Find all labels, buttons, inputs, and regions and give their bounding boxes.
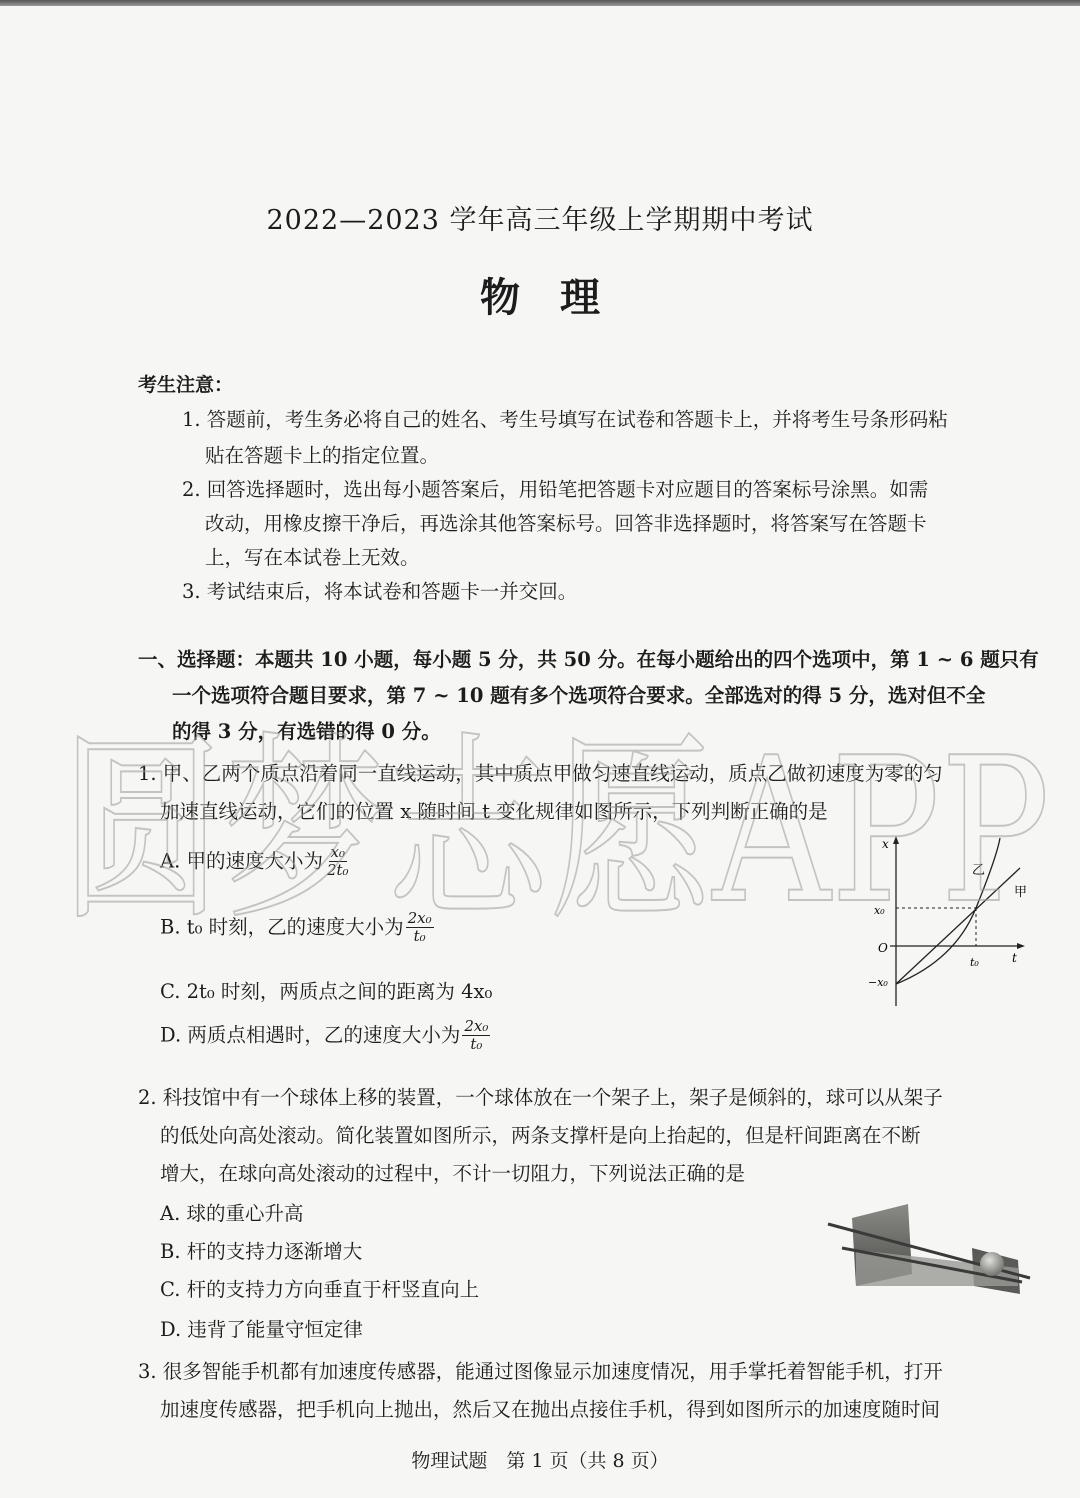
fraction [406, 910, 434, 946]
q1-option-b-text: B. t₀ 时刻，乙的速度大小为 [160, 915, 404, 939]
fraction [462, 1018, 490, 1054]
curve-yi-label: 乙 [972, 863, 986, 878]
x-axis-arrow [1017, 943, 1025, 949]
fraction [325, 844, 351, 880]
curve-yi [896, 838, 1000, 984]
exam-title: 2022—2023 学年高三年级上学期期中考试 [266, 205, 814, 236]
neg-x0-label: −x₀ [868, 976, 888, 989]
notice-line: 改动，用橡皮擦干净后，再选涂其他答案标号。回答非选择题时，将答案写在答题卡 [205, 512, 927, 535]
q1-option-d-text: D. 两质点相遇时，乙的速度大小为 [160, 1023, 461, 1047]
notice-line: 贴在答题卡上的指定位置。 [205, 444, 440, 467]
numerator: 2x₀ [407, 909, 432, 927]
notice-heading: 考生注意： [138, 374, 234, 396]
notice-line: 上，写在本试卷上无效。 [205, 546, 420, 569]
question-3-stem: 加速度传感器，把手机向上抛出，然后又在抛出点接住手机，得到如图所示的加速度随时间 [160, 1398, 941, 1421]
q2-ball-apparatus-image [822, 1190, 1036, 1294]
question-3-stem: 3. 很多智能手机都有加速度传感器，能通过图像显示加速度情况，用手掌托着智能手机，打开 [138, 1360, 943, 1383]
q1-position-time-graph [860, 830, 1040, 1010]
notice-line: 2. 回答选择题时，选出每小题答案后，用铅笔把答题卡对应题目的答案标号涂黑。如需 [182, 478, 929, 501]
question-2-stem: 的低处向高处滚动。简化装置如图所示，两条支撑杆是向上抬起的，但是杆间距离在不断 [160, 1124, 921, 1147]
q1-option-c: C. 2t₀ 时刻，两质点之间的距离为 4x₀ [160, 980, 493, 1003]
section-heading: 一、选择题：本题共 10 小题，每小题 5 分，共 50 分。在每小题给出的四个选项中，第 1 ~ 6 题只有 [138, 648, 1039, 671]
y-axis-label: x [882, 837, 889, 851]
denominator: t₀ [413, 927, 426, 946]
page-footer: 物理试题 第 1 页（共 8 页） [411, 1450, 669, 1472]
q1-option-b [160, 910, 434, 946]
notice-line: 1. 答题前，考生务必将自己的姓名、考生号填写在试卷和答题卡上，并将考生号条形码粘 [182, 408, 948, 431]
origin-label: O [878, 941, 888, 955]
numerator: 2x₀ [464, 1017, 489, 1035]
q1-option-a-text: A. 甲的速度大小为 [160, 849, 323, 873]
question-1-stem: 1. 甲、乙两个质点沿着同一直线运动，其中质点甲做匀速直线运动，质点乙做初速度为零的匀 [138, 762, 943, 785]
notice-line: 3. 考试结束后，将本试卷和答题卡一并交回。 [182, 580, 578, 603]
scan-top-edge [0, 0, 1080, 6]
q2-option-b: B. 杆的支持力逐渐增大 [160, 1240, 363, 1263]
question-2-stem: 2. 科技馆中有一个球体上移的装置，一个球体放在一个架子上，架子是倾斜的，球可以从架子 [138, 1086, 943, 1109]
x0-label: x₀ [874, 904, 885, 917]
q2-option-a: A. 球的重心升高 [160, 1202, 304, 1225]
denominator: 2t₀ [326, 861, 349, 880]
line-jia-label: 甲 [1014, 885, 1028, 900]
t0-label: t₀ [970, 956, 979, 969]
x-axis-label: t [1012, 951, 1017, 965]
numerator: x₀ [330, 843, 346, 861]
q1-option-a [160, 844, 351, 880]
y-axis-arrow [893, 836, 899, 844]
section-line: 一个选项符合题目要求，第 7 ~ 10 题有多个选项符合要求。全部选对的得 5 分，选对但不全 [172, 684, 986, 707]
ball [980, 1252, 1004, 1276]
q2-option-c: C. 杆的支持力方向垂直于杆竖直向上 [160, 1278, 480, 1301]
question-2-stem: 增大，在球向高处滚动的过程中，不计一切阻力，下列说法正确的是 [160, 1162, 746, 1185]
line-jia [896, 868, 1020, 984]
watermark-text: 圆梦志愿APP [60, 715, 1050, 940]
subject-title: 物理 [480, 274, 640, 321]
denominator: t₀ [470, 1035, 483, 1054]
question-1-stem: 加速直线运动，它们的位置 x 随时间 t 变化规律如图所示，下列判断正确的是 [160, 800, 828, 823]
q2-option-d: D. 违背了能量守恒定律 [160, 1318, 363, 1341]
section-line: 的得 3 分，有选错的得 0 分。 [172, 720, 441, 743]
q1-option-d [160, 1018, 490, 1054]
